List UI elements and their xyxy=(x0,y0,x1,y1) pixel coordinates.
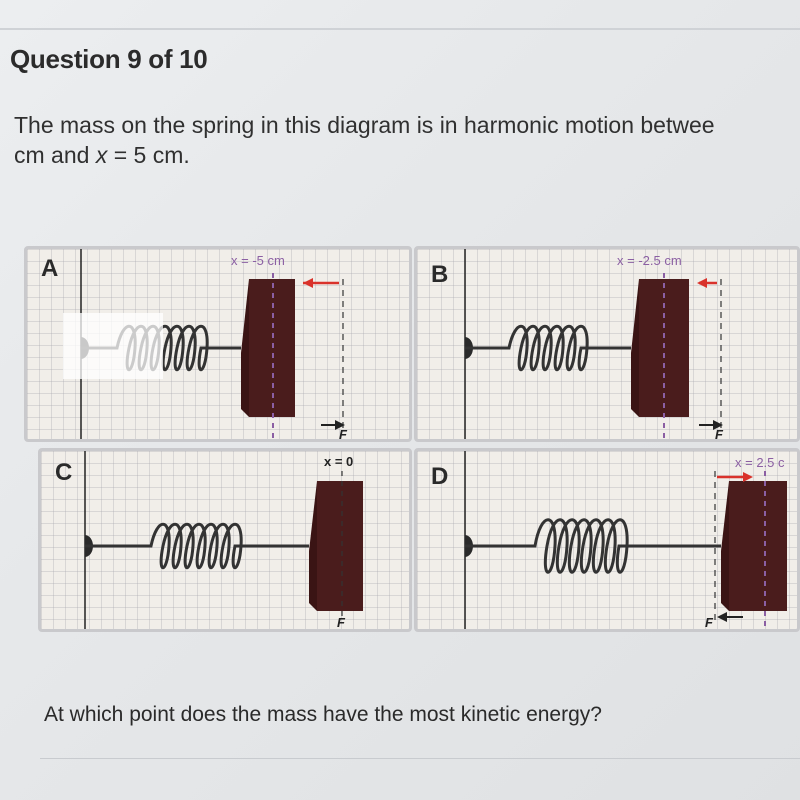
prompt-variable-x: x xyxy=(95,142,108,168)
sub-question: At which point does the mass have the most kinetic energy? xyxy=(44,703,602,726)
panel-a-drawing xyxy=(27,249,412,442)
bottom-divider xyxy=(40,758,800,759)
panel-letter-d: D xyxy=(431,463,449,490)
spring xyxy=(465,326,631,370)
displacement-arrowhead xyxy=(743,472,753,482)
mass-front xyxy=(317,481,363,611)
prompt-line-2-pre: cm and xyxy=(14,142,96,168)
panel-letter-b: B xyxy=(431,261,449,288)
diagram-panel-c xyxy=(38,448,412,632)
diagram-panel-b xyxy=(414,246,800,442)
diagram-panel-d xyxy=(414,448,800,632)
prompt-line-1: The mass on the spring in this diagram is in harmonic motion betwee xyxy=(14,112,715,138)
mass-front xyxy=(729,481,787,611)
force-label-b: F xyxy=(715,427,723,442)
screen-glare xyxy=(63,313,163,379)
displacement-arrowhead xyxy=(303,278,313,288)
force-label-c: F xyxy=(337,615,345,630)
displacement-arrowhead xyxy=(697,278,707,288)
panel-d-drawing xyxy=(417,451,800,632)
position-label-c: x = 0 xyxy=(324,454,354,469)
spring xyxy=(85,524,309,568)
prompt-line-2-post: = 5 cm. xyxy=(107,142,190,168)
force-label-d: F xyxy=(705,615,713,630)
prompt-line-2 xyxy=(14,140,800,170)
diagram-panel-a xyxy=(24,246,412,442)
panel-c-drawing xyxy=(41,451,412,632)
force-arrowhead xyxy=(717,612,727,622)
force-label-a: F xyxy=(339,427,347,442)
spring xyxy=(465,520,721,573)
question-prompt xyxy=(14,110,800,170)
panel-b-drawing xyxy=(417,249,800,442)
position-label-d: x = 2.5 c xyxy=(735,455,785,470)
panel-letter-a: A xyxy=(41,255,59,282)
position-label-b: x = -2.5 cm xyxy=(617,253,682,268)
question-header: Question 9 of 10 xyxy=(10,44,208,74)
top-divider xyxy=(0,28,800,30)
panel-letter-c: C xyxy=(55,459,73,486)
position-label-a: x = -5 cm xyxy=(231,253,285,268)
